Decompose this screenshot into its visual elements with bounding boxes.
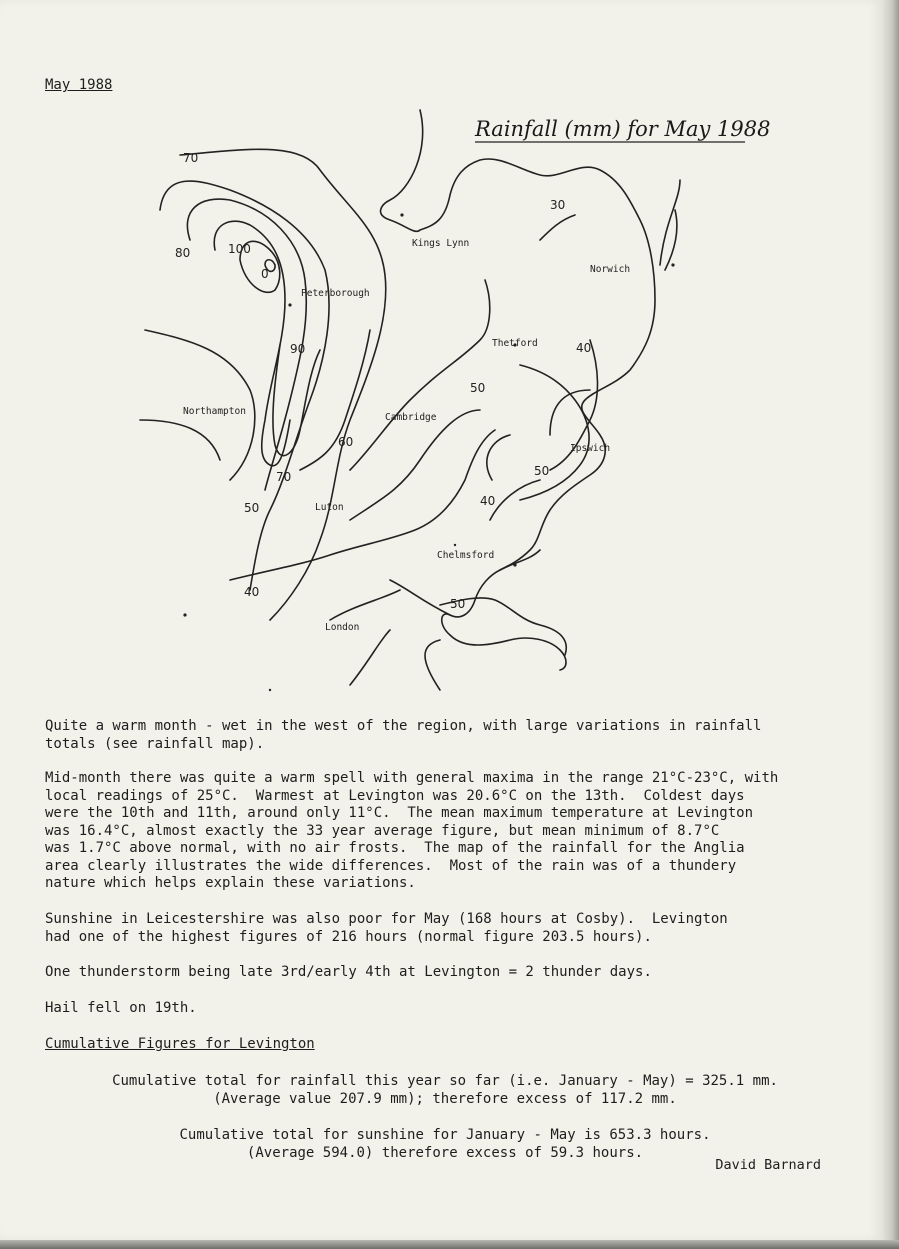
place-norwich: Norwich xyxy=(590,264,631,275)
cumulative-heading: Cumulative Figures for Levington xyxy=(45,1036,315,1052)
isohyet-label: 70 xyxy=(183,151,199,165)
rainfall-map xyxy=(120,100,800,700)
place-chelmsford: Chelmsford xyxy=(437,550,495,561)
isohyet-label: 50 xyxy=(450,597,466,611)
cumulative-sunshine: Cumulative total for sunshine for January - May is 653.3 hours. (Average 594.0) therefore excess of 59.3 hours. xyxy=(179,1127,711,1161)
paragraph-sunshine: Sunshine in Leicestershire was also poor for May (168 hours at Cosby). Levington had one of the highest figures of 216 hours (normal figure 203.5 hours). xyxy=(45,911,728,945)
paragraph-hail: Hail fell on 19th. xyxy=(45,1000,197,1016)
map-title: Rainfall (mm) for May 1988 xyxy=(475,117,771,141)
place-peterborough: Peterborough xyxy=(301,288,370,299)
isohyet-label: 50 xyxy=(470,381,486,395)
isohyet-label: 40 xyxy=(244,585,260,599)
isohyet-label: 90 xyxy=(290,342,306,356)
paragraph-temperature: Mid-month there was quite a warm spell with general maxima in the range 21°C-23°C, with local readings of 25°C. Warmest at Levington was 20.6°C on the 13th. Coldest days were the 10th and 11th, around only 11°C. The mean maximum temperature at Levington was 16.4°C, almost exactly the 33 year average figure, but mean minimum of 8.7°C was 1.7°C above normal, with no air frosts. The map of the rainfall for the Anglia area clearly illustrates the wide differences. Most of the rain was of a thundery nature which helps explain these variations. xyxy=(45,770,779,891)
isohyet-label: 60 xyxy=(338,435,354,449)
author-signature: David Barnard xyxy=(715,1157,821,1173)
isohyet-label: 70 xyxy=(276,470,292,484)
place-ipswich: Ipswich xyxy=(570,443,611,454)
place-northampton: Northampton xyxy=(183,406,246,417)
coastline xyxy=(381,110,655,670)
isohyet-label: 0 xyxy=(261,267,269,281)
isohyet-label: 40 xyxy=(480,494,496,508)
cumulative-rainfall: Cumulative total for rainfall this year so far (i.e. January - May) = 325.1 mm. (Average value 207.9 mm); therefore excess of 117.2 mm. xyxy=(112,1073,778,1107)
page-bottom-edge xyxy=(0,1240,899,1249)
place-kings-lynn: Kings Lynn xyxy=(412,238,470,249)
place-cambridge: Cambridge xyxy=(385,412,437,423)
place-london: London xyxy=(325,622,360,633)
page-edge xyxy=(882,0,899,1249)
place-luton: Luton xyxy=(315,502,344,513)
isohyet-label: 50 xyxy=(534,464,550,478)
isohyet-label: 80 xyxy=(175,246,191,260)
place-thetford: Thetford xyxy=(492,338,538,349)
isohyet-label: 30 xyxy=(550,198,566,212)
isohyet-label: 40 xyxy=(576,341,592,355)
isohyet-label: 100 xyxy=(228,242,251,256)
isohyet-label: 50 xyxy=(244,501,260,515)
issue-date: May 1988 xyxy=(45,77,113,93)
paragraph-thunder: One thunderstorm being late 3rd/early 4th at Levington = 2 thunder days. xyxy=(45,964,652,980)
paragraph-summary: Quite a warm month - wet in the west of the region, with large variations in rainfall totals (see rainfall map). xyxy=(45,718,762,752)
